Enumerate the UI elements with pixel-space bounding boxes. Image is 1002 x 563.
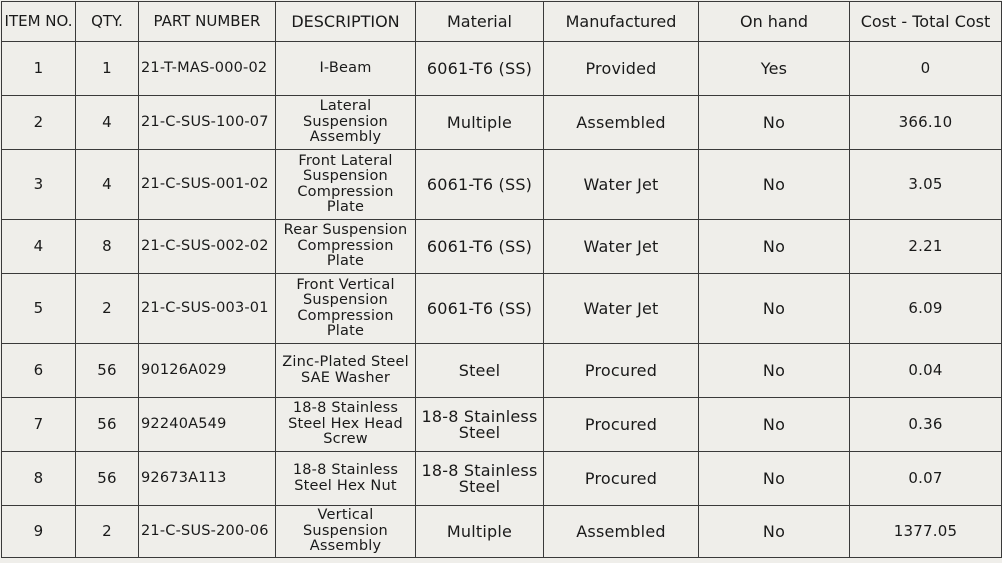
cost-cell: 0 bbox=[850, 42, 1002, 96]
qty-cell: 2 bbox=[76, 506, 139, 558]
header-on-hand: On hand bbox=[699, 2, 850, 42]
qty-cell: 56 bbox=[76, 344, 139, 398]
item-cell: 8 bbox=[2, 452, 76, 506]
material-cell: 18-8 Stainless Steel bbox=[416, 452, 544, 506]
table-row bbox=[2, 96, 1002, 150]
description-cell: 18-8 Stainless Steel Hex Nut bbox=[276, 452, 416, 506]
item-cell: 2 bbox=[2, 96, 76, 150]
cost-cell: 6.09 bbox=[850, 274, 1002, 344]
material-cell: 6061-T6 (SS) bbox=[416, 220, 544, 274]
material-cell: 18-8 Stainless Steel bbox=[416, 398, 544, 452]
part-number-cell: 21-C-SUS-100-07 bbox=[139, 96, 276, 150]
on-hand-cell: No bbox=[699, 452, 850, 506]
cost-cell: 0.07 bbox=[850, 452, 1002, 506]
header-cost: Cost - Total Cost bbox=[850, 2, 1002, 42]
manufactured-cell: Water Jet bbox=[544, 220, 699, 274]
qty-cell: 4 bbox=[76, 150, 139, 220]
table-row bbox=[2, 220, 1002, 274]
cost-cell: 366.10 bbox=[850, 96, 1002, 150]
part-number-cell: 90126A029 bbox=[139, 344, 276, 398]
qty-cell: 4 bbox=[76, 96, 139, 150]
description-cell: Front Vertical Suspension Compression Plate bbox=[276, 274, 416, 344]
manufactured-cell: Procured bbox=[544, 344, 699, 398]
part-number-cell: 92240A549 bbox=[139, 398, 276, 452]
item-cell: 7 bbox=[2, 398, 76, 452]
header-item-no: ITEM NO. bbox=[2, 2, 76, 42]
manufactured-cell: Procured bbox=[544, 398, 699, 452]
part-number-cell: 21-C-SUS-200-06 bbox=[139, 506, 276, 558]
manufactured-cell: Water Jet bbox=[544, 274, 699, 344]
table-row bbox=[2, 398, 1002, 452]
qty-cell: 56 bbox=[76, 398, 139, 452]
table-row bbox=[2, 274, 1002, 344]
description-cell: I-Beam bbox=[276, 42, 416, 96]
part-number-cell: 21-C-SUS-003-01 bbox=[139, 274, 276, 344]
qty-cell: 8 bbox=[76, 220, 139, 274]
table-body bbox=[2, 42, 1002, 558]
material-cell: 6061-T6 (SS) bbox=[416, 42, 544, 96]
header-qty: QTY. bbox=[76, 2, 139, 42]
cost-cell: 2.21 bbox=[850, 220, 1002, 274]
part-number-cell: 92673A113 bbox=[139, 452, 276, 506]
material-cell: 6061-T6 (SS) bbox=[416, 274, 544, 344]
material-cell: 6061-T6 (SS) bbox=[416, 150, 544, 220]
header-row bbox=[2, 2, 1002, 42]
on-hand-cell: No bbox=[699, 344, 850, 398]
cost-cell: 0.04 bbox=[850, 344, 1002, 398]
qty-cell: 2 bbox=[76, 274, 139, 344]
manufactured-cell: Provided bbox=[544, 42, 699, 96]
header-material: Material bbox=[416, 2, 544, 42]
item-cell: 9 bbox=[2, 506, 76, 558]
item-cell: 3 bbox=[2, 150, 76, 220]
material-cell: Multiple bbox=[416, 96, 544, 150]
manufactured-cell: Assembled bbox=[544, 96, 699, 150]
on-hand-cell: No bbox=[699, 220, 850, 274]
table-row bbox=[2, 344, 1002, 398]
description-cell: Vertical Suspension Assembly bbox=[276, 506, 416, 558]
manufactured-cell: Procured bbox=[544, 452, 699, 506]
on-hand-cell: No bbox=[699, 398, 850, 452]
part-number-cell: 21-T-MAS-000-02 bbox=[139, 42, 276, 96]
table-row bbox=[2, 452, 1002, 506]
item-cell: 5 bbox=[2, 274, 76, 344]
bill-of-materials-table bbox=[1, 1, 1002, 558]
manufactured-cell: Assembled bbox=[544, 506, 699, 558]
item-cell: 1 bbox=[2, 42, 76, 96]
manufactured-cell: Water Jet bbox=[544, 150, 699, 220]
header-part-number: PART NUMBER bbox=[139, 2, 276, 42]
description-cell: 18-8 Stainless Steel Hex Head Screw bbox=[276, 398, 416, 452]
material-cell: Multiple bbox=[416, 506, 544, 558]
header-description: DESCRIPTION bbox=[276, 2, 416, 42]
cost-cell: 1377.05 bbox=[850, 506, 1002, 558]
on-hand-cell: No bbox=[699, 506, 850, 558]
qty-cell: 1 bbox=[76, 42, 139, 96]
table-row bbox=[2, 506, 1002, 558]
description-cell: Front Lateral Suspension Compression Plate bbox=[276, 150, 416, 220]
table-row bbox=[2, 42, 1002, 96]
description-cell: Lateral Suspension Assembly bbox=[276, 96, 416, 150]
on-hand-cell: No bbox=[699, 96, 850, 150]
header-manufactured: Manufactured bbox=[544, 2, 699, 42]
part-number-cell: 21-C-SUS-002-02 bbox=[139, 220, 276, 274]
on-hand-cell: No bbox=[699, 150, 850, 220]
cost-cell: 3.05 bbox=[850, 150, 1002, 220]
qty-cell: 56 bbox=[76, 452, 139, 506]
material-cell: Steel bbox=[416, 344, 544, 398]
item-cell: 6 bbox=[2, 344, 76, 398]
part-number-cell: 21-C-SUS-001-02 bbox=[139, 150, 276, 220]
table-row bbox=[2, 150, 1002, 220]
item-cell: 4 bbox=[2, 220, 76, 274]
on-hand-cell: Yes bbox=[699, 42, 850, 96]
on-hand-cell: No bbox=[699, 274, 850, 344]
description-cell: Zinc-Plated Steel SAE Washer bbox=[276, 344, 416, 398]
cost-cell: 0.36 bbox=[850, 398, 1002, 452]
description-cell: Rear Suspension Compression Plate bbox=[276, 220, 416, 274]
